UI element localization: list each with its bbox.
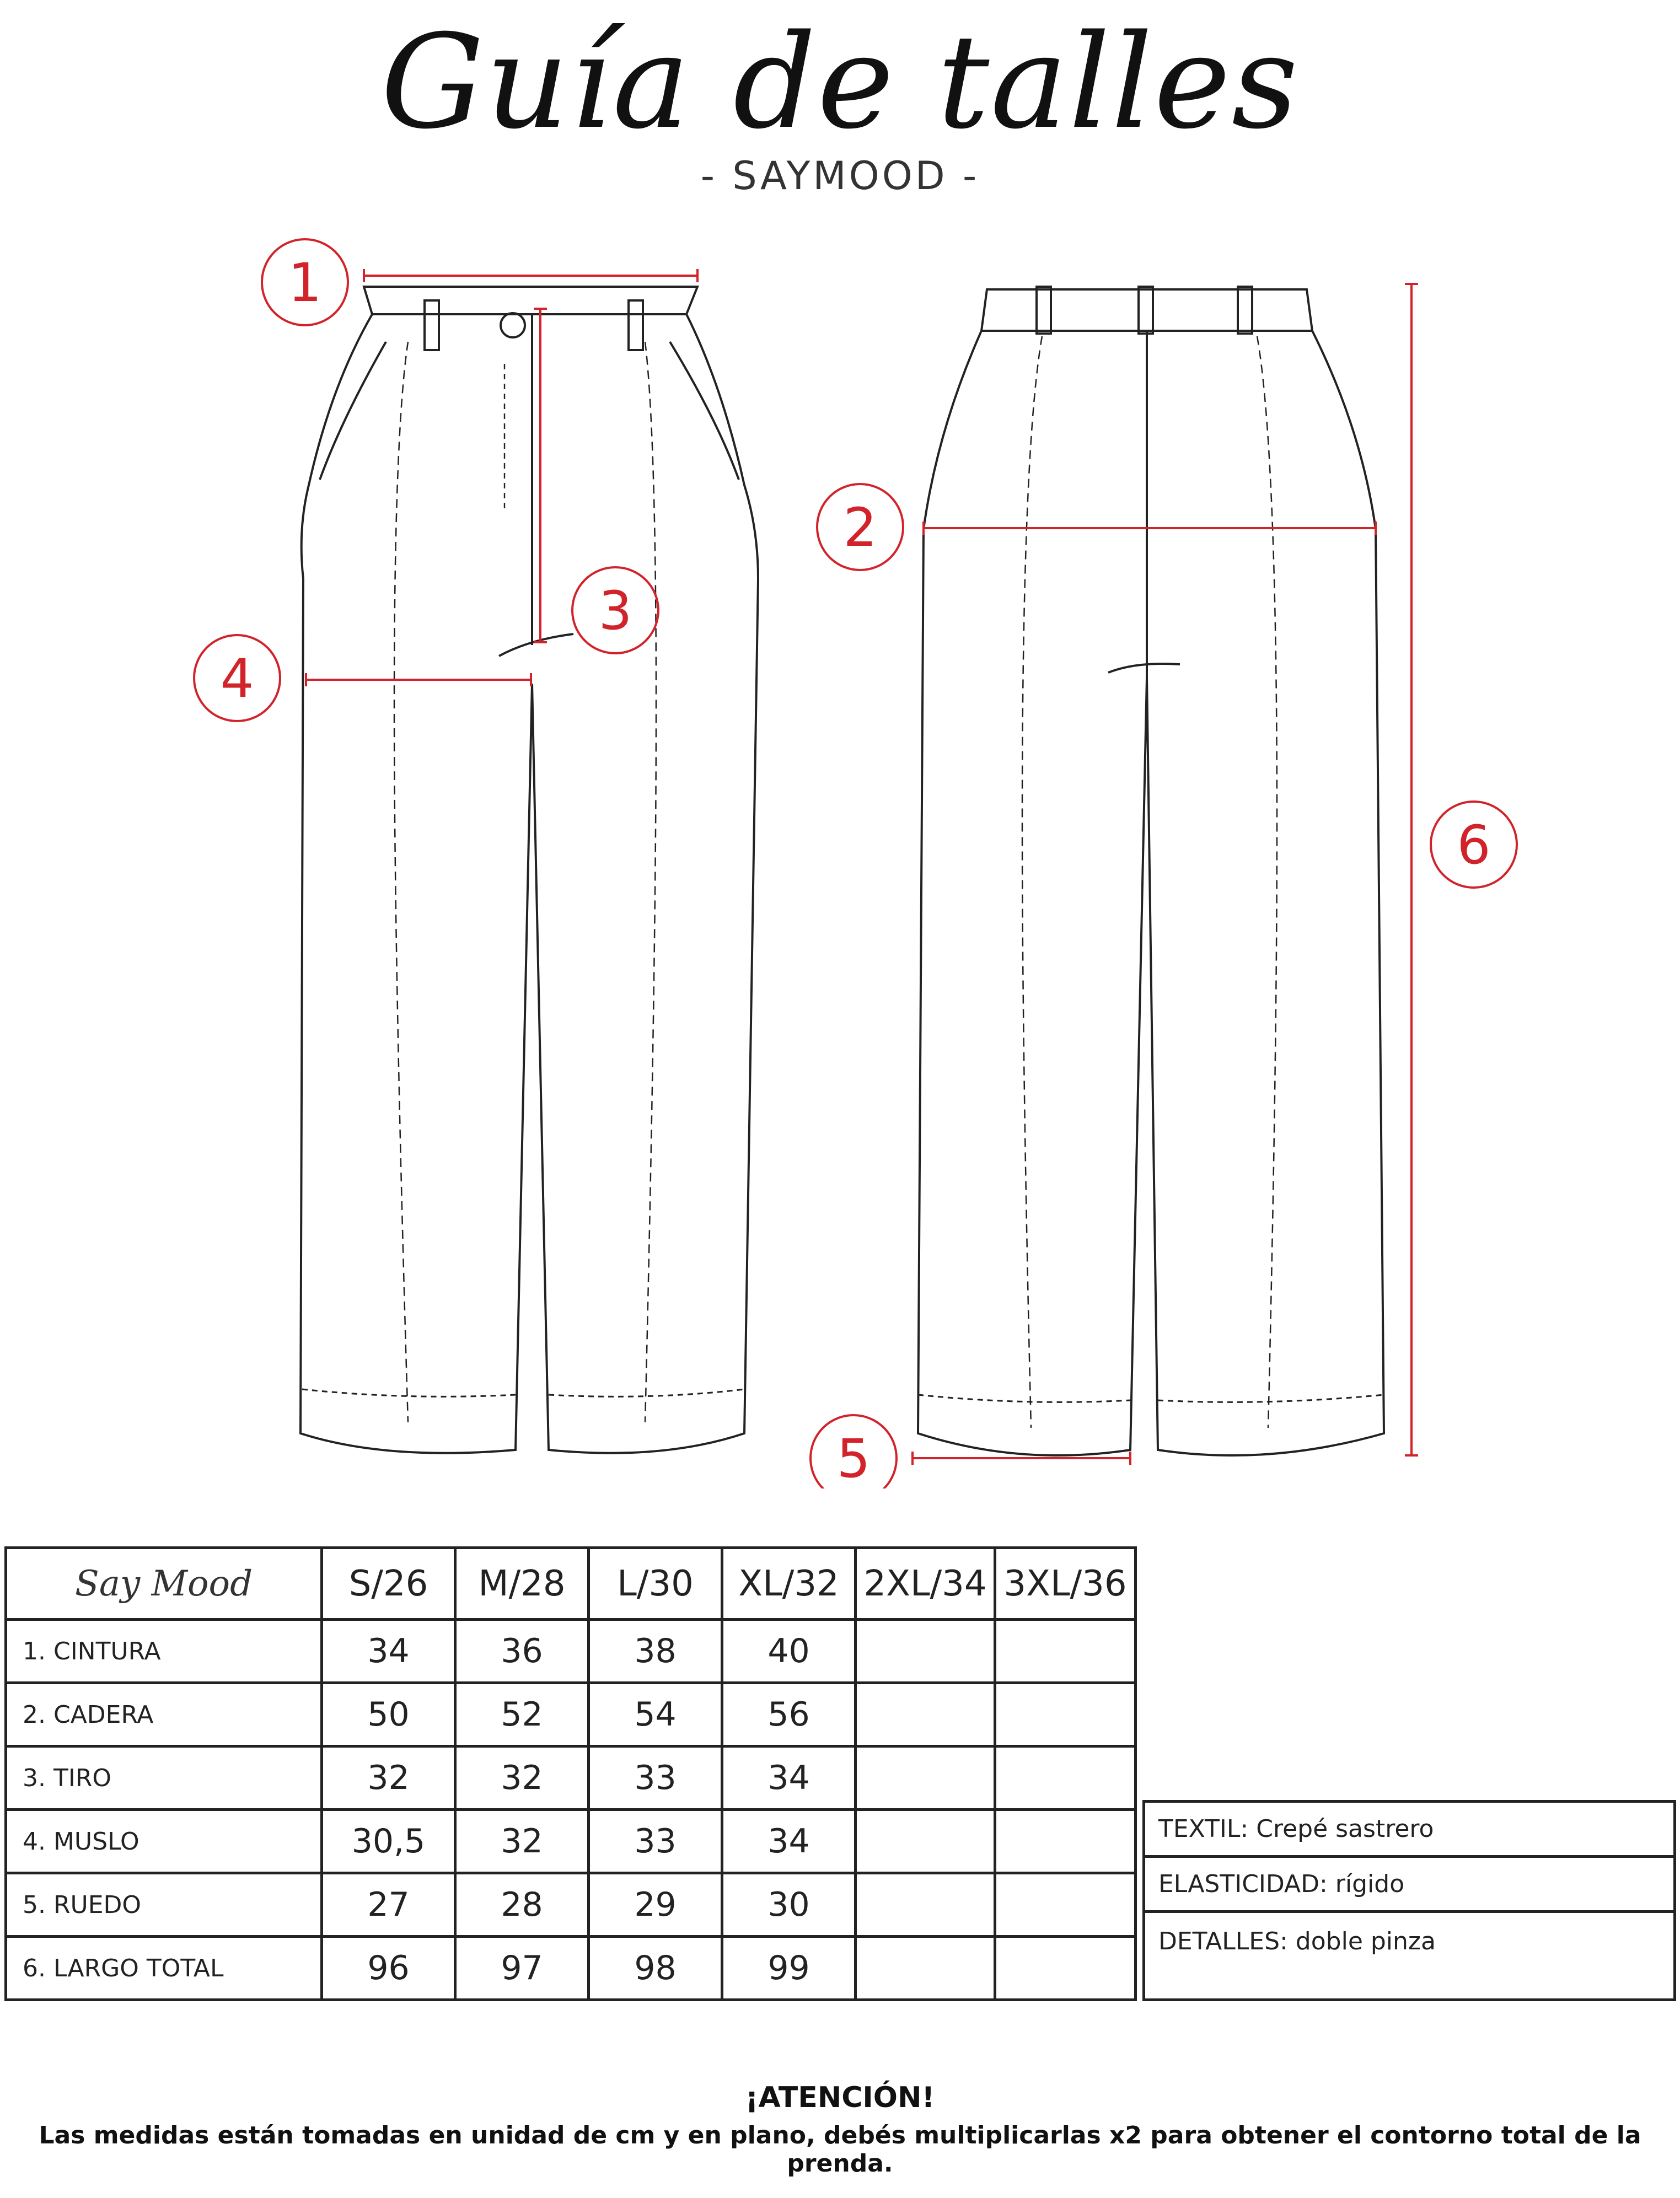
table-cell <box>856 1683 995 1746</box>
marker-1 <box>262 239 348 325</box>
table-cell: 36 <box>455 1620 589 1683</box>
table-cell <box>995 1620 1136 1683</box>
table-cell: 40 <box>722 1620 856 1683</box>
table-cell: 30 <box>722 1873 856 1937</box>
marker-3 <box>572 567 658 653</box>
svg-text:2: 2 <box>843 497 877 558</box>
table-row <box>6 1810 1136 1873</box>
table-cell <box>995 1810 1136 1873</box>
table-cell: 29 <box>589 1873 722 1937</box>
table-cell: 34 <box>722 1746 856 1810</box>
brand-subtitle: - SAYMOOD - <box>700 153 980 198</box>
row-label: 2. CADERA <box>6 1683 322 1746</box>
row-label: 3. TIRO <box>6 1746 322 1810</box>
table-cell <box>856 1620 995 1683</box>
table-cell <box>856 1937 995 2000</box>
table-cell <box>995 1683 1136 1746</box>
size-header: 3XL/36 <box>995 1548 1136 1620</box>
pants-technical-drawing <box>0 221 1680 1488</box>
page-title: Guía de talles <box>380 7 1300 158</box>
size-header: M/28 <box>455 1548 589 1620</box>
marker-6 <box>1431 802 1517 888</box>
marker-5 <box>811 1415 897 1488</box>
table-cell: 56 <box>722 1683 856 1746</box>
row-label: 6. LARGO TOTAL <box>6 1937 322 2000</box>
table-cell: 30,5 <box>322 1810 455 1873</box>
table-row <box>6 1620 1136 1683</box>
fabric-info-table <box>1142 1800 1676 2001</box>
table-row <box>6 1937 1136 2000</box>
table-row <box>6 1873 1136 1937</box>
table-cell: 33 <box>589 1746 722 1810</box>
table-cell: 54 <box>589 1683 722 1746</box>
brand-signature: Say Mood <box>6 1548 322 1620</box>
row-label: 4. MUSLO <box>6 1810 322 1873</box>
table-cell: 52 <box>455 1683 589 1746</box>
table-row <box>6 1746 1136 1810</box>
table-cell <box>856 1873 995 1937</box>
svg-text:5: 5 <box>836 1428 871 1488</box>
table-cell: 32 <box>455 1810 589 1873</box>
fabric-detalles: DETALLES: doble pinza <box>1144 1912 1675 2000</box>
notice-text: Las medidas están tomadas en unidad de cm y en plano, debés multiplicarlas x2 para obtener el contorno total de la prenda. <box>39 2121 1641 2178</box>
measurement-markers <box>194 239 1517 1488</box>
table-cell: 38 <box>589 1620 722 1683</box>
pants-front-view <box>300 287 758 1453</box>
size-header: L/30 <box>589 1548 722 1620</box>
table-cell: 34 <box>322 1620 455 1683</box>
size-header: 2XL/34 <box>856 1548 995 1620</box>
size-header: XL/32 <box>722 1548 856 1620</box>
row-label: 5. RUEDO <box>6 1873 322 1937</box>
size-header-row <box>6 1548 1136 1620</box>
table-cell: 28 <box>455 1873 589 1937</box>
table-cell: 99 <box>722 1937 856 2000</box>
table-cell <box>995 1937 1136 2000</box>
row-label: 1. CINTURA <box>6 1620 322 1683</box>
marker-2 <box>817 484 903 570</box>
measurement-lines <box>306 269 1418 1465</box>
size-table <box>4 1546 1137 2001</box>
table-cell <box>995 1746 1136 1810</box>
fabric-textil: TEXTIL: Crepé sastrero <box>1144 1802 1675 1857</box>
table-cell: 96 <box>322 1937 455 2000</box>
marker-4 <box>194 635 280 721</box>
svg-text:3: 3 <box>598 580 632 642</box>
size-header: S/26 <box>322 1548 455 1620</box>
svg-text:4: 4 <box>220 648 254 710</box>
table-cell: 97 <box>455 1937 589 2000</box>
pants-back-view <box>918 287 1384 1455</box>
table-cell: 50 <box>322 1683 455 1746</box>
table-cell: 98 <box>589 1937 722 2000</box>
table-cell: 32 <box>322 1746 455 1810</box>
svg-text:6: 6 <box>1457 814 1491 876</box>
svg-text:1: 1 <box>288 252 322 314</box>
table-cell: 27 <box>322 1873 455 1937</box>
notice-heading: ¡ATENCIÓN! <box>745 2081 935 2114</box>
table-cell: 33 <box>589 1810 722 1873</box>
table-cell <box>856 1746 995 1810</box>
table-cell: 32 <box>455 1746 589 1810</box>
table-cell <box>856 1810 995 1873</box>
table-row <box>6 1683 1136 1746</box>
table-cell <box>995 1873 1136 1937</box>
fabric-elasticidad: ELASTICIDAD: rígido <box>1144 1857 1675 1912</box>
table-cell: 34 <box>722 1810 856 1873</box>
